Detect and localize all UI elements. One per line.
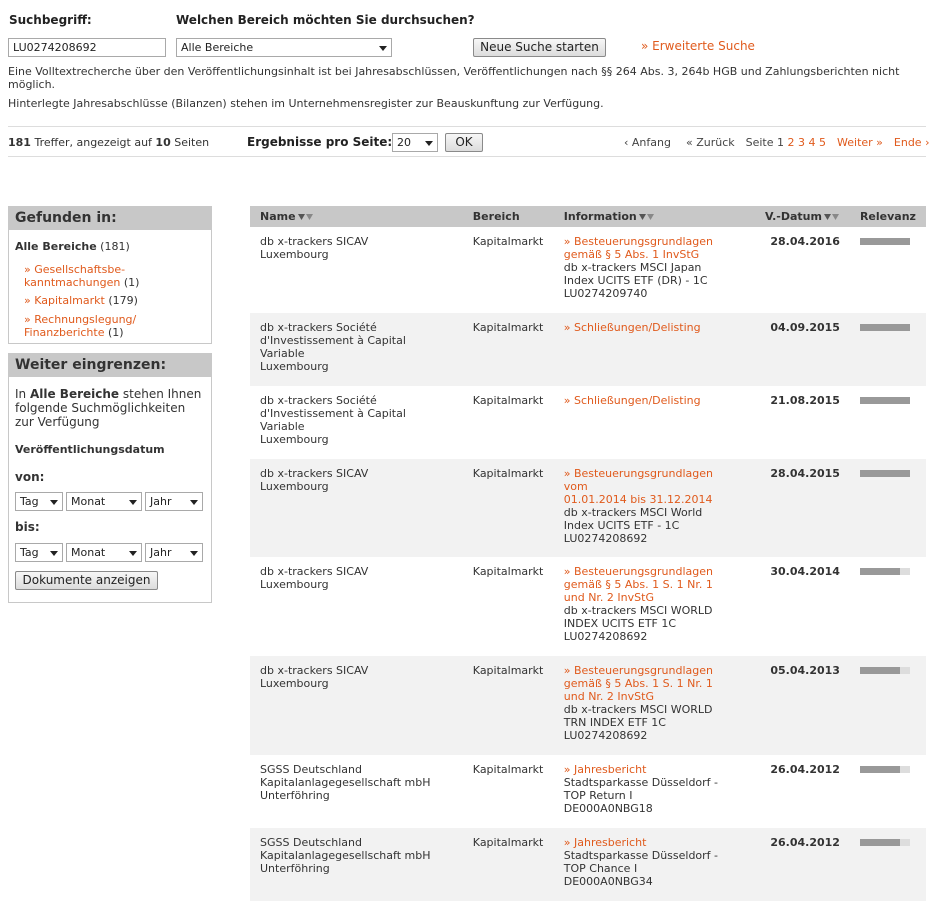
to-month-select[interactable] [66,543,142,562]
cell-info [554,656,750,755]
cell-date [750,459,850,557]
facet-item-count: (1) [123,276,140,289]
from-month-value: Monat [71,495,106,508]
result-info-text: db x-trackers MSCI World Index UCITS ETF - 1C LU0274208692 [563,506,703,545]
facet-item-gesellschaft[interactable] [24,263,139,289]
cell-name [250,557,463,656]
result-info-link[interactable]: » Besteuerungsgrundlagen gemäß § 5 Abs. 1 S. 1 Nr. 1 und Nr. 2 InvStG [563,664,713,703]
refine-intro-pre: In [15,387,30,401]
pager-page-5[interactable]: 5 [819,136,827,149]
relevance-bar-fill [860,667,900,674]
cell-name [250,313,463,386]
advanced-search-link[interactable]: » Erweiterte Suche [641,39,755,53]
cell-area [463,656,554,755]
refine-box [8,353,212,603]
pager-next[interactable]: Weiter » [837,136,883,149]
facet-item-label[interactable]: » Rechnungslegung/ [24,313,137,326]
cell-relevance [850,386,926,459]
result-area: Kapitalmarkt [472,394,544,407]
per-page-label: Ergebnisse pro Seite: [247,135,393,149]
cell-date [750,828,850,901]
table-row [250,828,926,901]
cell-date [750,755,850,828]
sort-icon[interactable] [824,214,840,221]
result-date: 28.04.2015 [770,467,840,480]
table-row [250,755,926,828]
hits-text: Treffer, angezeigt auf [30,136,156,149]
column-header-name[interactable] [250,206,463,227]
result-date: 04.09.2015 [770,321,840,334]
cell-relevance [850,828,926,901]
result-info-text: Stadtsparkasse Düsseldorf - TOP Return I DE000A0NBG18 [563,776,719,815]
pages-text: Seiten [170,136,210,149]
relevance-bar [860,238,910,245]
result-info-link[interactable]: » Besteuerungsgrundlagen gemäß § 5 Abs. 1 InvStG [563,235,713,261]
column-header-area [463,206,554,227]
pager-prev[interactable]: « Zurück [685,136,735,149]
divider [8,126,926,127]
chevron-down-icon [425,141,433,146]
facet-item-kapitalmarkt[interactable] [24,294,138,307]
search-area-label: Welchen Bereich möchten Sie durchsuchen? [176,13,475,27]
cell-name [250,386,463,459]
from-label: von: [15,470,45,484]
search-area-select[interactable] [176,38,392,57]
result-name: SGSS Deutschland Kapitalanlagegesellschaft mbH Unterföhring [260,763,431,802]
column-header-area-label: Bereich [472,210,520,223]
from-month-select[interactable] [66,492,142,511]
from-day-select[interactable] [15,492,63,511]
result-name: db x-trackers Société d'Investissement à Capital Variable Luxembourg [260,321,406,373]
pager [624,136,929,149]
facet-item-count: (179) [108,294,138,307]
found-in-title: Gefunden in: [9,207,211,230]
from-year-value: Jahr [150,495,172,508]
cell-info [554,386,750,459]
relevance-bar [860,667,910,674]
cell-info [554,828,750,901]
to-label: bis: [15,520,40,534]
info-text-fulltext: Eine Volltextrecherche über den Veröffentlichungsinhalt ist bei Jahresabschlüssen, Veröffentlichungen nach §§ 264 Abs. 3, 264b HGB und Zahlungsberichten nicht möglich. [8,65,900,91]
search-term-label: Suchbegriff: [9,13,92,27]
cell-date [750,227,850,313]
column-header-relevance-label: Relevanz [859,210,916,223]
pager-page-label: Seite [745,136,774,149]
result-info-link[interactable]: » Besteuerungsgrundlagen vom 01.01.2014 bis 31.12.2014 [563,467,713,506]
results-table [250,206,926,901]
cell-area [463,313,554,386]
facet-all [15,240,130,253]
relevance-bar-fill [860,766,900,773]
cell-info [554,313,750,386]
cell-date [750,656,850,755]
result-info-text: db x-trackers MSCI WORLD INDEX UCITS ETF 1C LU0274208692 [563,604,713,643]
facet-item-label[interactable]: Finanzberichte [24,326,105,339]
refine-intro-area: Alle Bereiche [29,387,120,401]
chevron-down-icon [129,551,137,556]
cell-area [463,386,554,459]
from-year-select[interactable] [145,492,203,511]
result-date: 26.04.2012 [770,763,840,776]
chevron-down-icon [50,551,58,556]
results-body [250,227,926,901]
to-month-value: Monat [71,546,106,559]
pager-page-2[interactable]: 2 [787,136,795,149]
from-day-value: Tag [20,495,39,508]
cell-area [463,227,554,313]
cell-area [463,828,554,901]
column-header-relevance [850,206,926,227]
relevance-bar [860,568,910,575]
table-row [250,459,926,557]
result-date: 05.04.2013 [770,664,840,677]
relevance-bar-fill [860,470,910,477]
refine-title: Weiter eingrenzen: [9,354,211,377]
date-filter-label: Veröffentlichungsdatum [15,443,165,456]
show-documents-button[interactable]: Dokumente anzeigen [15,571,158,590]
to-year-select[interactable] [145,543,203,562]
cell-relevance [850,755,926,828]
result-area: Kapitalmarkt [472,664,544,677]
result-name: db x-trackers SICAV Luxembourg [260,235,369,261]
pager-first[interactable]: ‹ Anfang [624,136,671,149]
to-day-value: Tag [20,546,39,559]
cell-relevance [850,459,926,557]
facet-all-count: (181) [100,240,130,253]
table-row [250,227,926,313]
column-header-date[interactable] [750,206,850,227]
column-header-info[interactable] [554,206,750,227]
hits-summary [8,136,209,149]
pages-count: 10 [155,136,171,149]
result-name: SGSS Deutschland Kapitalanlagegesellschaft mbH Unterföhring [260,836,431,875]
facet-item-label[interactable]: » Gesellschaftsbe- [24,263,126,276]
relevance-bar [860,470,910,477]
pager-last[interactable]: Ende › [893,136,930,149]
result-name: db x-trackers Société d'Investissement à Capital Variable Luxembourg [260,394,406,446]
result-date: 28.04.2016 [770,235,840,248]
result-name: db x-trackers SICAV Luxembourg [260,664,369,690]
table-row [250,557,926,656]
cell-info [554,755,750,828]
result-info-text: db x-trackers MSCI Japan Index UCITS ETF (DR) - 1C LU0274209740 [563,261,708,300]
chevron-down-icon [190,551,198,556]
facet-all-label: Alle Bereiche [15,240,97,253]
result-name: db x-trackers SICAV Luxembourg [260,467,369,493]
chevron-down-icon [50,500,58,505]
chevron-down-icon [379,46,387,51]
hits-count: 181 [8,136,31,149]
chevron-down-icon [129,500,137,505]
relevance-bar [860,766,910,773]
result-info-link[interactable]: » Besteuerungsgrundlagen gemäß § 5 Abs. 1 S. 1 Nr. 1 und Nr. 2 InvStG [563,565,713,604]
relevance-bar [860,839,910,846]
result-area: Kapitalmarkt [472,565,544,578]
results-header-row [250,206,926,227]
relevance-bar [860,324,910,331]
refine-intro [15,387,207,429]
per-page-value: 20 [397,136,411,149]
chevron-down-icon [190,500,198,505]
cell-area [463,755,554,828]
cell-info [554,227,750,313]
result-info-text: db x-trackers MSCI WORLD TRN INDEX ETF 1C LU0274208692 [563,703,713,742]
facet-item-rechnungslegung[interactable] [24,313,136,339]
result-info-link[interactable]: » Schließungen/Delisting [563,321,701,334]
search-term-input[interactable]: LU0274208692 [8,38,166,57]
table-row [250,313,926,386]
result-info-link[interactable]: » Jahresbericht [563,836,647,849]
to-day-select[interactable] [15,543,63,562]
result-info-text: Stadtsparkasse Düsseldorf - TOP Chance I DE000A0NBG34 [563,849,719,888]
sort-icon[interactable] [298,214,314,221]
pager-current: 1 [777,136,785,149]
result-date: 26.04.2012 [770,836,840,849]
column-header-date-label: V.-Datum [765,210,822,223]
cell-name [250,656,463,755]
result-area: Kapitalmarkt [472,235,544,248]
result-area: Kapitalmarkt [472,321,544,334]
result-date: 30.04.2014 [770,565,840,578]
per-page-select[interactable] [392,133,438,152]
cell-relevance [850,557,926,656]
start-search-button[interactable]: Neue Suche starten [473,38,606,57]
result-info-link[interactable]: » Schließungen/Delisting [563,394,701,407]
result-area: Kapitalmarkt [472,763,544,776]
relevance-bar-fill [860,839,900,846]
result-info-link[interactable]: » Jahresbericht [563,763,647,776]
result-area: Kapitalmarkt [472,836,544,849]
relevance-bar-fill [860,324,910,331]
result-name: db x-trackers SICAV Luxembourg [260,565,369,591]
refine-intro-post: stehen Ihnen folgende Suchmöglichkeiten zur Verfügung [15,387,202,429]
relevance-bar-fill [860,568,900,575]
facet-item-count: (1) [107,326,124,339]
cell-relevance [850,227,926,313]
cell-relevance [850,656,926,755]
result-date: 21.08.2015 [770,394,840,407]
table-row [250,386,926,459]
to-year-value: Jahr [150,546,172,559]
column-header-info-label: Information [563,210,637,223]
cell-date [750,557,850,656]
per-page-ok-button[interactable]: OK [445,133,483,152]
cell-area [463,557,554,656]
divider [8,156,926,157]
search-area-value: Alle Bereiche [181,41,254,54]
result-area: Kapitalmarkt [472,467,544,480]
sort-icon[interactable] [639,214,655,221]
cell-date [750,313,850,386]
pager-page-4[interactable]: 4 [808,136,816,149]
relevance-bar-fill [860,397,910,404]
cell-date [750,386,850,459]
cell-name [250,459,463,557]
pager-page-3[interactable]: 3 [798,136,806,149]
cell-info [554,557,750,656]
cell-name [250,755,463,828]
found-in-box [8,206,212,344]
cell-name [250,828,463,901]
relevance-bar-fill [860,238,910,245]
info-text-balance: Hinterlegte Jahresabschlüsse (Bilanzen) stehen im Unternehmensregister zur Beauskunftung zur Verfügung. [8,97,604,110]
cell-info [554,459,750,557]
table-row [250,656,926,755]
relevance-bar [860,397,910,404]
facet-item-label[interactable]: kanntmachungen [24,276,121,289]
cell-relevance [850,313,926,386]
cell-name [250,227,463,313]
column-header-name-label: Name [260,210,296,223]
facet-item-label[interactable]: » Kapitalmarkt [24,294,105,307]
cell-area [463,459,554,557]
